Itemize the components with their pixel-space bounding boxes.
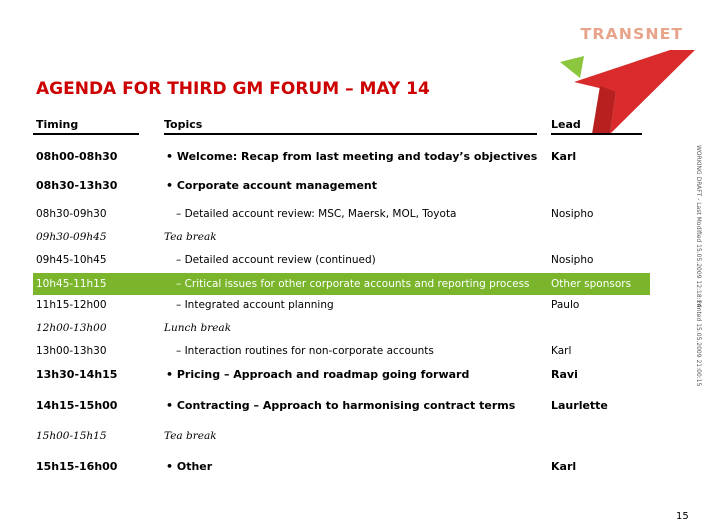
row-time: 12h00-13h00 — [36, 322, 107, 334]
row-time: 11h15-12h00 — [36, 299, 107, 311]
row-time: 10h45-11h15 — [36, 278, 107, 290]
row-topic: – Integrated account planning — [176, 299, 334, 311]
header-underline-timing — [33, 133, 139, 135]
row-topic: Tea break — [164, 430, 217, 442]
row-topic: Lunch break — [164, 322, 232, 334]
row-lead: Karl — [551, 460, 577, 473]
row-lead: Laurlette — [551, 399, 608, 412]
row-topic: Tea break — [164, 231, 217, 243]
row-topic: – Interaction routines for non-corporate accounts — [176, 345, 434, 357]
row-lead: Nosipho — [551, 208, 594, 220]
row-lead: Paulo — [551, 299, 580, 311]
row-time: 09h30-09h45 — [36, 231, 107, 243]
row-time: 09h45-10h45 — [36, 254, 107, 266]
row-lead: Ravi — [551, 368, 578, 381]
row-topic: – Detailed account review: MSC, Maersk, MOL, Toyota — [176, 208, 457, 220]
row-lead: Other sponsors — [551, 278, 632, 290]
row-time: 15h00-15h15 — [36, 430, 107, 442]
row-topic: • Other — [166, 460, 213, 473]
row-time: 08h30-13h30 — [36, 179, 118, 192]
row-lead: Karl — [551, 345, 572, 357]
page-number: 15 — [676, 511, 689, 522]
row-time: 08h30-09h30 — [36, 208, 107, 220]
working-draft-note: WORKING DRAFT - Last Modified 15.05.2009 12:18:14 — [695, 145, 702, 308]
header-underline-topics — [164, 133, 537, 135]
header-underline-lead — [551, 133, 642, 135]
row-topic: • Pricing – Approach and roadmap going forward — [166, 368, 470, 381]
row-time: 13h00-13h30 — [36, 345, 107, 357]
page-title: AGENDA FOR THIRD GM FORUM – MAY 14 — [36, 79, 430, 99]
row-time: 14h15-15h00 — [36, 399, 118, 412]
row-lead: Nosipho — [551, 254, 594, 266]
printed-note: Printed 15.05.2009 21:00:15 — [695, 300, 702, 387]
row-time: 15h15-16h00 — [36, 460, 118, 473]
header-timing: Timing — [36, 118, 79, 131]
row-topic: • Corporate account management — [166, 179, 377, 192]
header-lead: Lead — [551, 118, 581, 131]
row-time: 13h30-14h15 — [36, 368, 118, 381]
logo-wordmark: TRANSNET — [580, 25, 684, 43]
row-topic: – Critical issues for other corporate accounts and reporting process — [176, 278, 530, 290]
row-topic: • Contracting – Approach to harmonising contract terms — [166, 399, 516, 412]
row-time: 08h00-08h30 — [36, 150, 118, 163]
header-topics: Topics — [164, 118, 203, 131]
row-lead: Karl — [551, 150, 577, 163]
row-topic: • Welcome: Recap from last meeting and today’s objectives — [166, 150, 538, 163]
row-topic: – Detailed account review (continued) — [176, 254, 376, 266]
